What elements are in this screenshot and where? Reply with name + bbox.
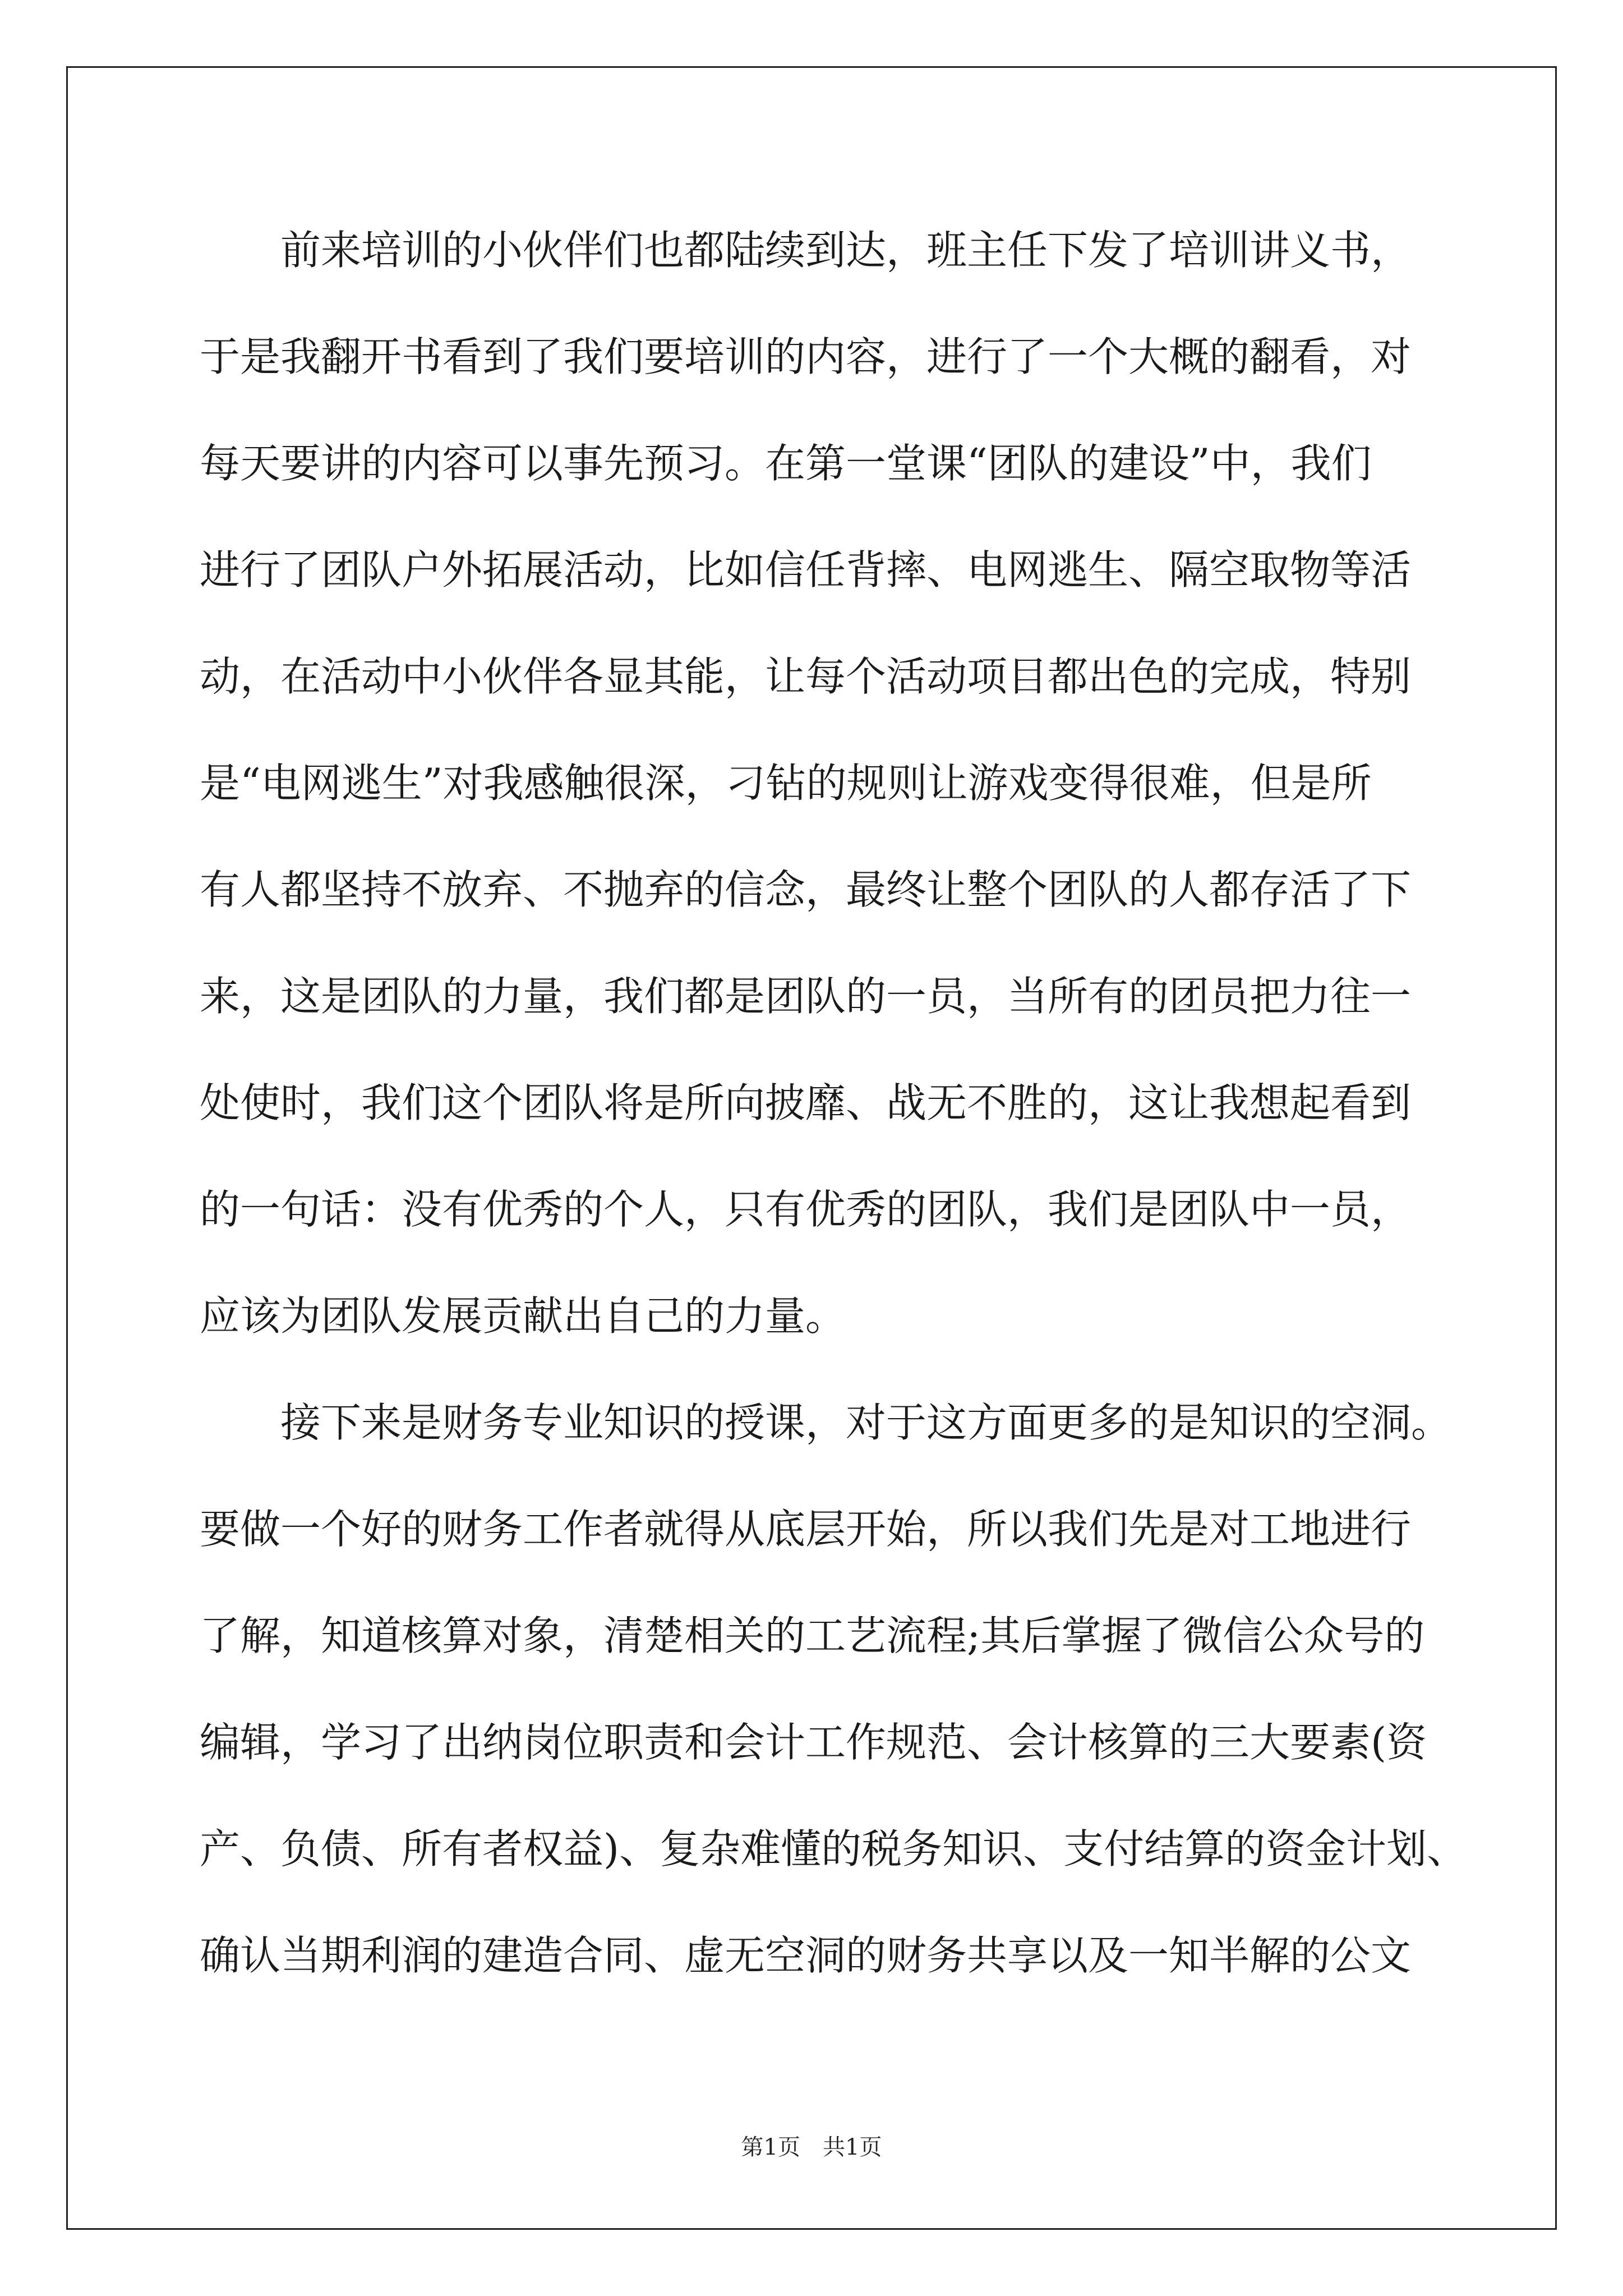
page-number: 第1页 共1页: [741, 2134, 882, 2160]
page-border: [66, 66, 1557, 2230]
text-line: 进行了团队户外拓展活动，比如信任背摔、电网逃生、隔空取物等活: [200, 546, 1412, 593]
text-line: 动，在活动中小伙伴各显其能，让每个活动项目都出色的完成，特别: [200, 653, 1412, 700]
text-line: 于是我翻开书看到了我们要培训的内容，进行了一个大概的翻看，对: [200, 333, 1412, 380]
text-line: 前来培训的小伙伴们也都陆续到达，班主任下发了培训讲义书，: [200, 227, 1412, 274]
text-line: 是“电网逃生”对我感触很深，刁钻的规则让游戏变得很难，但是所: [200, 760, 1372, 807]
text-line: 每天要讲的内容可以事先预习。在第一堂课“团队的建设”中，我们: [200, 440, 1372, 487]
text-line: 的一句话：没有优秀的个人，只有优秀的团队，我们是团队中一员，: [200, 1186, 1412, 1233]
text-line: 应该为团队发展贡献出自己的力量。: [200, 1292, 846, 1340]
text-line: 接下来是财务专业知识的授课，对于这方面更多的是知识的空洞。: [200, 1399, 1452, 1446]
text-line: 产、负债、所有者权益)、复杂难懂的税务知识、支付结算的资金计划、: [200, 1825, 1468, 1872]
text-line: 了解，知道核算对象，清楚相关的工艺流程;其后掌握了微信公众号的: [200, 1612, 1425, 1659]
text-line: 来，这是团队的力量，我们都是团队的一员，当所有的团员把力往一: [200, 973, 1412, 1020]
text-line: 有人都坚持不放弃、不抛弃的信念，最终让整个团队的人都存活了下: [200, 866, 1412, 913]
text-line: 要做一个好的财务工作者就得从底层开始，所以我们先是对工地进行: [200, 1506, 1412, 1553]
text-line: 编辑，学习了出纳岗位职责和会计工作规范、会计核算的三大要素(资: [200, 1719, 1427, 1766]
text-line: 处使时，我们这个团队将是所向披靡、战无不胜的，这让我想起看到: [200, 1079, 1412, 1126]
text-line: 确认当期利润的建造合同、虚无空洞的财务共享以及一知半解的公文: [200, 1932, 1412, 1979]
